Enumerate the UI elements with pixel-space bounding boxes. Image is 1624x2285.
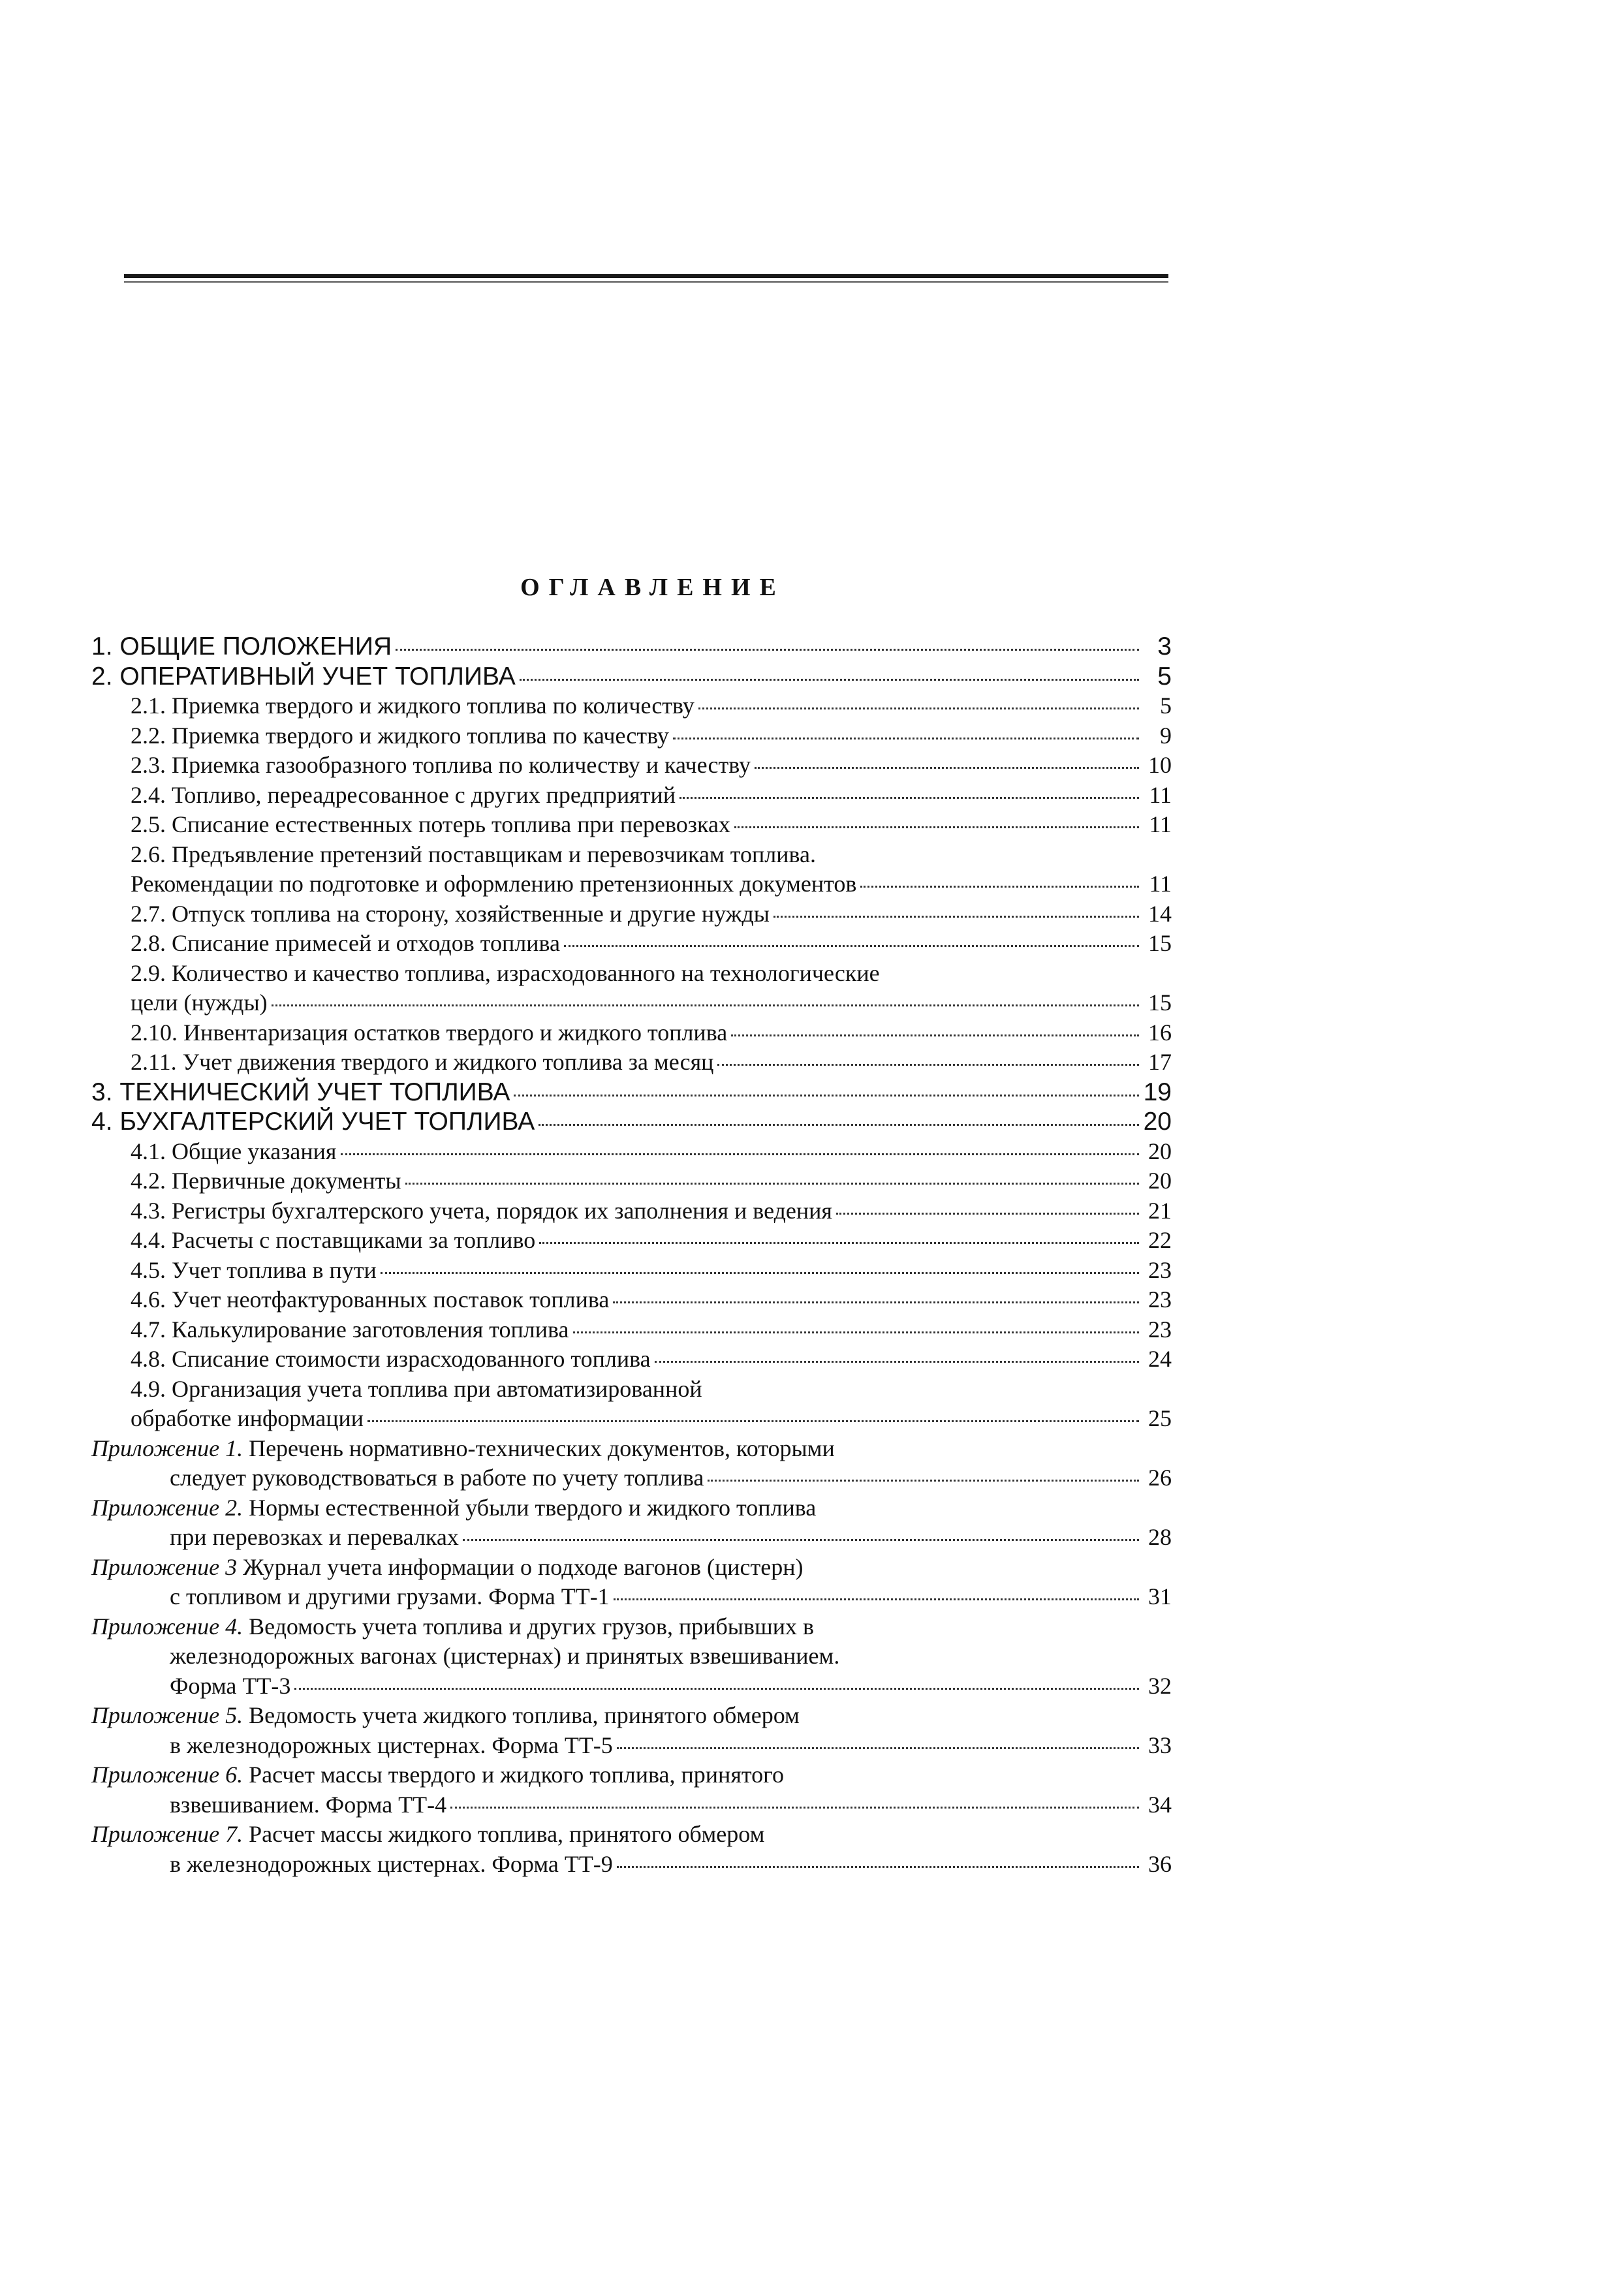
page-number: 21 <box>1148 1197 1172 1224</box>
dot-leader <box>294 1688 1139 1690</box>
toc-entry[interactable] <box>91 810 1172 840</box>
page-number: 14 <box>1148 900 1172 927</box>
dot-leader <box>539 1124 1139 1126</box>
dot-leader <box>717 1064 1139 1066</box>
toc-entry[interactable] <box>91 751 1172 781</box>
toc-entry[interactable] <box>91 1820 1172 1879</box>
appendix-label: Приложение 7. <box>91 1821 243 1847</box>
toc-entry-text: 1. ОБЩИЕ ПОЛОЖЕНИЯ <box>91 632 392 661</box>
dot-leader <box>613 1301 1139 1303</box>
toc-entry-text: Ведомость учета топлива и других грузов, прибывших в <box>249 1613 814 1640</box>
toc-entry[interactable] <box>91 1434 1172 1493</box>
dot-leader <box>514 1095 1139 1096</box>
toc-entry[interactable] <box>91 1315 1172 1345</box>
page-number: 28 <box>1148 1524 1172 1550</box>
page-number: 11 <box>1149 781 1172 808</box>
page-number: 23 <box>1148 1286 1172 1313</box>
toc-entry-text: 4.2. Первичные документы <box>131 1168 401 1194</box>
toc-entry-text: железнодорожных вагонах (цистернах) и принятых взвешиванием. <box>170 1643 840 1669</box>
dot-leader <box>734 826 1139 828</box>
page-number: 36 <box>1148 1850 1172 1877</box>
toc-entry[interactable] <box>91 632 1172 662</box>
toc-entry-text: взвешиванием. Форма ТТ-4 <box>170 1791 447 1818</box>
toc-entry-text: в железнодорожных цистернах. Форма ТТ-5 <box>170 1732 613 1758</box>
page-number: 26 <box>1148 1465 1172 1491</box>
toc-entry-text: 4.3. Регистры бухгалтерского учета, порядок их заполнения и ведения <box>131 1197 832 1224</box>
dot-leader <box>405 1183 1139 1185</box>
appendix-label: Приложение 1. <box>91 1435 243 1461</box>
toc-entry[interactable] <box>91 1701 1172 1760</box>
dot-leader <box>520 679 1139 681</box>
toc-entry[interactable] <box>91 1196 1172 1226</box>
page-number: 20 <box>1148 1138 1172 1164</box>
toc-entry-text: 2.3. Приемка газообразного топлива по количеству и качеству <box>131 752 751 778</box>
appendix-label: Приложение 6. <box>91 1762 243 1788</box>
toc-entry[interactable] <box>91 1078 1172 1108</box>
toc-entry-text: 4.1. Общие указания <box>131 1138 337 1164</box>
page-number: 5 <box>1160 692 1172 719</box>
toc-entry-text: 2.9. Количество и качество топлива, израсходованного на технологические <box>131 959 880 986</box>
toc-entry[interactable] <box>91 662 1172 692</box>
toc-entry[interactable] <box>91 1107 1172 1137</box>
page-number: 11 <box>1149 871 1172 897</box>
toc-entry[interactable] <box>91 1226 1172 1256</box>
toc-entry-text: 2.5. Списание естественных потерь топлива при перевозках <box>131 811 730 837</box>
toc-entry[interactable] <box>91 840 1172 899</box>
toc-entry[interactable] <box>91 1137 1172 1167</box>
toc-entry-text: Ведомость учета жидкого топлива, принятого обмером <box>249 1702 800 1728</box>
top-rule-thin <box>124 281 1168 283</box>
page-number: 23 <box>1148 1256 1172 1283</box>
toc-entry[interactable] <box>91 959 1172 1018</box>
dot-leader <box>564 945 1139 947</box>
page-number: 3 <box>1157 632 1172 661</box>
toc-entry-text: Рекомендации по подготовке и оформлению претензионных документов <box>131 871 857 897</box>
toc-entry[interactable] <box>91 929 1172 959</box>
dot-leader <box>836 1213 1139 1215</box>
toc-title: ОГЛАВЛЕНИЕ <box>520 574 785 601</box>
toc-entry-text: 4.9. Организация учета топлива при автоматизированной <box>131 1375 702 1402</box>
page-number: 22 <box>1148 1227 1172 1253</box>
appendix-label: Приложение 4. <box>91 1613 243 1640</box>
toc-entry[interactable] <box>91 691 1172 721</box>
dot-leader <box>708 1480 1139 1482</box>
toc-entry-text: 2.1. Приемка твердого и жидкого топлива по количеству <box>131 692 695 719</box>
toc-entry-text: 2.8. Списание примесей и отходов топлива <box>131 930 560 956</box>
toc-entry[interactable] <box>91 1166 1172 1196</box>
page-number: 11 <box>1149 811 1172 837</box>
dot-leader <box>673 738 1139 739</box>
top-rule <box>124 274 1168 278</box>
dot-leader <box>450 1807 1139 1809</box>
dot-leader <box>617 1747 1139 1749</box>
toc-entry-text: 4.4. Расчеты с поставщиками за топливо <box>131 1227 536 1253</box>
page-number: 16 <box>1148 1019 1172 1046</box>
dot-leader <box>731 1034 1139 1036</box>
dot-leader <box>860 886 1139 888</box>
toc-entry[interactable] <box>91 1553 1172 1612</box>
page-number: 23 <box>1148 1316 1172 1343</box>
toc-entry-text: 2.7. Отпуск топлива на сторону, хозяйственные и другие нужды <box>131 900 770 927</box>
page-number: 15 <box>1148 930 1172 956</box>
page-number: 20 <box>1143 1108 1172 1136</box>
page-number: 31 <box>1148 1583 1172 1609</box>
toc-entry-text: при перевозках и перевалках <box>170 1524 459 1550</box>
page-number: 19 <box>1143 1078 1172 1106</box>
toc-entry-text: Журнал учета информации о подходе вагонов (цистерн) <box>243 1553 804 1580</box>
toc-entry[interactable] <box>91 1285 1172 1315</box>
dot-leader <box>341 1153 1140 1155</box>
toc-entry-text: Расчет массы твердого и жидкого топлива, принятого <box>249 1762 785 1788</box>
page-number: 32 <box>1148 1672 1172 1699</box>
toc-entry-text: 2.6. Предъявление претензий поставщикам и перевозчикам топлива. <box>131 841 816 867</box>
page-number: 34 <box>1148 1791 1172 1818</box>
dot-leader <box>617 1866 1139 1868</box>
toc-entry-text: в железнодорожных цистернах. Форма ТТ-9 <box>170 1850 613 1877</box>
toc-entry[interactable] <box>91 721 1172 751</box>
page-number: 9 <box>1160 722 1172 749</box>
toc-entry[interactable] <box>91 1612 1172 1702</box>
dot-leader <box>396 649 1139 651</box>
toc-entry-text: цели (нужды) <box>131 989 268 1016</box>
toc-entry-text: 4.6. Учет неотфактурованных поставок топлива <box>131 1286 610 1313</box>
toc-entry-text: 4.5. Учет топлива в пути <box>131 1256 377 1283</box>
toc-entry-text: 2.11. Учет движения твердого и жидкого топлива за месяц <box>131 1049 714 1075</box>
toc-entry[interactable] <box>91 1018 1172 1048</box>
page-number: 24 <box>1148 1346 1172 1372</box>
toc-entry[interactable] <box>91 1760 1172 1820</box>
dot-leader <box>679 797 1139 799</box>
dot-leader <box>573 1331 1139 1333</box>
toc-entry-text: 2. ОПЕРАТИВНЫЙ УЧЕТ ТОПЛИВА <box>91 662 516 691</box>
page-number: 15 <box>1148 989 1172 1016</box>
appendix-label: Приложение 2. <box>91 1494 243 1521</box>
toc-entry-text: с топливом и другими грузами. Форма ТТ-1 <box>170 1583 610 1609</box>
toc-entry-text: Форма ТТ-3 <box>170 1672 291 1699</box>
dot-leader <box>698 707 1139 709</box>
dot-leader <box>655 1361 1139 1363</box>
table-of-contents <box>91 632 1172 1879</box>
toc-entry[interactable] <box>91 1345 1172 1375</box>
toc-entry-text: Расчет массы жидкого топлива, принятого обмером <box>249 1821 765 1847</box>
toc-entry-text: 4. БУХГАЛТЕРСКИЙ УЧЕТ ТОПЛИВА <box>91 1108 535 1136</box>
toc-entry-text: 2.4. Топливо, переадресованное с других предприятий <box>131 781 676 808</box>
appendix-label: Приложение 3 <box>91 1553 238 1580</box>
page-number: 17 <box>1148 1049 1172 1075</box>
toc-entry-text: 2.2. Приемка твердого и жидкого топлива по качеству <box>131 722 669 749</box>
dot-leader <box>755 767 1139 769</box>
toc-entry[interactable] <box>91 781 1172 811</box>
dot-leader <box>614 1598 1139 1600</box>
toc-entry-text: 3. ТЕХНИЧЕСКИЙ УЧЕТ ТОПЛИВА <box>91 1078 510 1106</box>
toc-entry-text: обработке информации <box>131 1405 364 1431</box>
toc-entry-text: следует руководствоваться в работе по учету топлива <box>170 1465 704 1491</box>
dot-leader <box>367 1420 1139 1422</box>
page-number: 33 <box>1148 1732 1172 1758</box>
dot-leader <box>539 1242 1139 1244</box>
page-number: 20 <box>1148 1168 1172 1194</box>
page-number: 5 <box>1157 662 1172 691</box>
dot-leader <box>272 1004 1139 1006</box>
toc-entry[interactable] <box>91 1048 1172 1078</box>
toc-entry[interactable] <box>91 1493 1172 1553</box>
page-number: 25 <box>1148 1405 1172 1431</box>
page-number: 10 <box>1148 752 1172 778</box>
dot-leader <box>773 916 1139 918</box>
dot-leader <box>381 1272 1139 1274</box>
toc-entry-text: Нормы естественной убыли твердого и жидкого топлива <box>249 1494 817 1521</box>
toc-entry-text: 4.8. Списание стоимости израсходованного топлива <box>131 1346 651 1372</box>
toc-entry-text: 4.7. Калькулирование заготовления топлива <box>131 1316 569 1343</box>
toc-entry[interactable] <box>91 1375 1172 1434</box>
toc-entry[interactable] <box>91 899 1172 929</box>
toc-entry-text: Перечень нормативно-технических документов, которыми <box>249 1435 835 1461</box>
toc-entry[interactable] <box>91 1256 1172 1286</box>
appendix-label: Приложение 5. <box>91 1702 243 1728</box>
dot-leader <box>463 1539 1139 1541</box>
toc-entry-text: 2.10. Инвентаризация остатков твердого и жидкого топлива <box>131 1019 728 1046</box>
